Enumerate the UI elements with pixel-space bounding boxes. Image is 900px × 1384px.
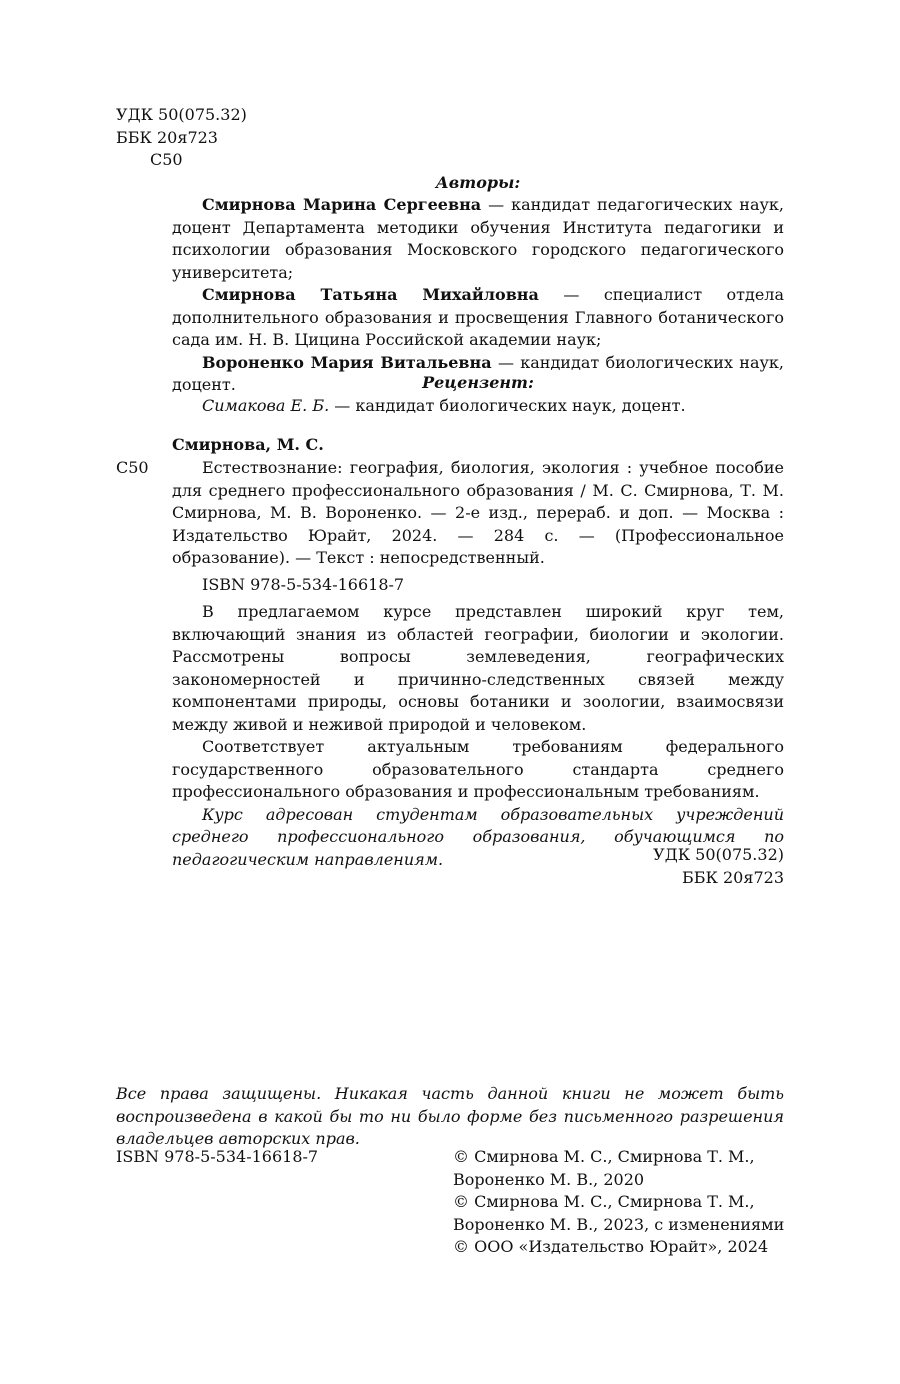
reviewer-entry [172, 395, 784, 418]
bbk-code: ББК 20я723 [116, 127, 218, 147]
author-description: — специалист отдела дополнительного образования и просвещения Главного ботанического сада им. Н. В. Цицина Российской академии наук; [172, 285, 785, 349]
author-entry [172, 194, 784, 284]
annotation-paragraph: Соответствует актуальным требованиям федерального государственного образовательного стандарта среднего профессионального образования и профессиональным требованиям. [172, 737, 784, 801]
reviewer-description: — кандидат биологических наук, доцент. [334, 396, 686, 415]
copyright-block [453, 1146, 784, 1259]
author-description: — кандидат педагогических наук, доцент Департамента методики обучения Института педагогики и психологии образования Московского городского педагогического университета; [172, 195, 785, 282]
annotation-paragraph: В предлагаемом курсе представлен широкий круг тем, включающий знания из областей географии, биологии и экологии. Рассмотрены вопросы землеведения, географических закономерностей и причинно-следственных связей между компонентами природы, основы ботаники и зоологии, взаимосвязи между живой и неживой природой и человеком. [172, 602, 784, 734]
bibliographic-description: Естествознание: география, биология, экология : учебное пособие для среднего профессионального образования / М. С. Смирнова, Т. М. Смирнова, М. В. Вороненко. — 2-е изд., перераб. и доп. — Москва : Издательство Юрайт, 2024. — 284 с. — (Профессиональное образование). — Текст : непосредственный. [172, 458, 784, 567]
copyright-line: © Смирнова М. С., Смирнова Т. М., [453, 1192, 755, 1211]
copyright-line: © Смирнова М. С., Смирнова Т. М., [453, 1147, 755, 1166]
annotation [172, 601, 784, 871]
reviewer-heading: Рецензент: [422, 373, 534, 392]
rights-notice: Все права защищены. Никакая часть данной книги не может быть воспроизведена в какой бы то ни было форме без письменного разрешения владельцев авторских прав. [116, 1084, 784, 1148]
authors-heading: Авторы: [435, 173, 521, 192]
bibliographic-author: Смирнова, М. С. [172, 435, 324, 454]
author-mark: С50 [150, 150, 183, 169]
copyright-line: © ООО «Издательство Юрайт», 2024 [453, 1237, 769, 1256]
classification-header [116, 104, 247, 172]
isbn-line: ISBN 978-5-534-16618-7 [202, 575, 405, 594]
authors-list [172, 194, 784, 397]
classification-footer [172, 844, 784, 889]
bibliographic-mark: С50 [116, 458, 149, 477]
author-entry [172, 284, 784, 352]
udk-code: УДК 50(075.32) [653, 845, 784, 864]
author-name: Смирнова Татьяна Михайловна [202, 285, 539, 304]
annotation-audience: Курс адресован студентам образовательных учреждений среднего профессионального образования, обучающимся по педагогическим направлениям. [172, 804, 784, 869]
udk-code: УДК 50(075.32) [116, 105, 247, 124]
author-name: Смирнова Марина Сергеевна [202, 195, 482, 214]
bibliographic-entry [172, 457, 784, 570]
author-description: — кандидат биологических наук, доцент. [172, 352, 784, 394]
reviewer-name: Симакова Е. Б. [202, 396, 330, 415]
copyright-line: Вороненко М. В., 2023, с изменениями [453, 1214, 785, 1234]
copyright-line: Вороненко М. В., 2020 [453, 1169, 645, 1189]
imprint-isbn: ISBN 978-5-534-16618-7 [116, 1147, 319, 1166]
author-name: Вороненко Мария Витальевна [202, 352, 492, 372]
bbk-code: ББК 20я723 [682, 867, 784, 887]
